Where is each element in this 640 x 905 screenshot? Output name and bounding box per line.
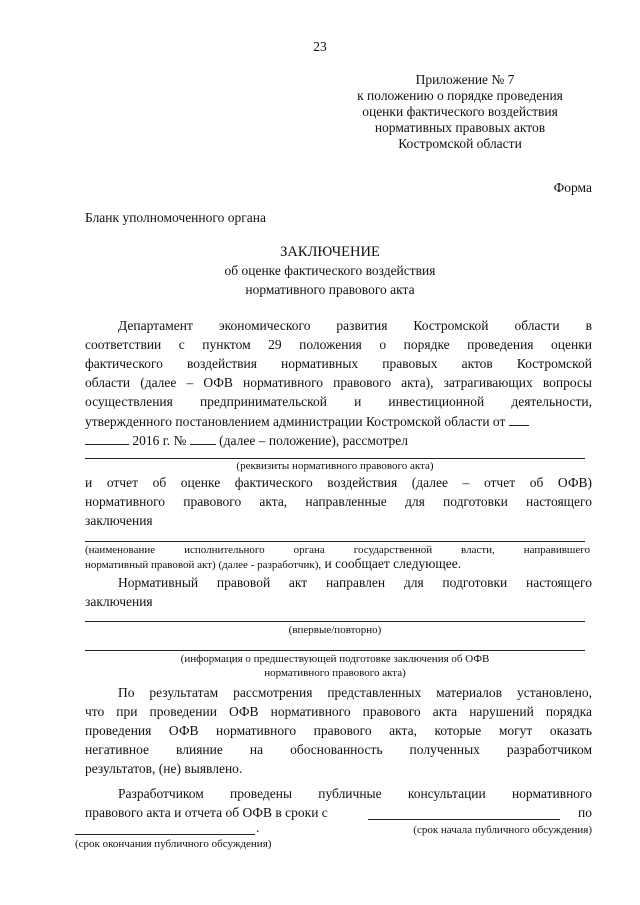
letterhead-label: Бланк уполномоченного органа bbox=[85, 210, 266, 225]
para1-year-text: 2016 г. № bbox=[132, 433, 187, 448]
para1-line-5: осуществления предпринимательской и инвестиционной деятельности, bbox=[85, 394, 592, 409]
developer-caption-small: нормативный правовой акт) (далее - разработчик), bbox=[85, 559, 322, 571]
developer-caption-tail: и сообщает следующее. bbox=[324, 556, 462, 571]
previous-info-field-line[interactable] bbox=[85, 650, 585, 651]
para4-line-4: негативное влияние на обоснованность полученных разработчиком bbox=[85, 742, 592, 757]
para1-line-7 bbox=[85, 432, 408, 449]
para1-line-7-tail: (далее – положение), рассмотрел bbox=[219, 433, 409, 448]
appendix-block bbox=[330, 72, 590, 152]
developer-field-line[interactable] bbox=[85, 541, 585, 542]
appendix-title: Приложение № 7 bbox=[415, 72, 515, 87]
appendix-line-2: оценки фактического воздействия bbox=[362, 104, 558, 119]
para1-line-2: соответствии с пунктом 29 положения о порядке проведения оценки bbox=[85, 337, 592, 352]
para5-line-1: Разработчиком проведены публичные консультации нормативного bbox=[118, 786, 592, 801]
previous-info-caption-line-1: (информация о предшествующей подготовке заключения об ОФВ bbox=[180, 653, 490, 665]
appendix-line-4: Костромской области bbox=[398, 136, 522, 151]
para5-line-2: правового акта и отчета об ОФВ в сроки с bbox=[85, 805, 328, 820]
date-blank-field[interactable] bbox=[509, 413, 529, 426]
para2-line-2: нормативного правового акта, направленные для подготовки настоящего bbox=[85, 494, 592, 509]
para4-line-3: проведения ОФВ нормативного правового акта, которые могут оказать bbox=[85, 723, 592, 738]
para4-line-2: что при проведении ОФВ нормативного правового акта нарушений порядка bbox=[85, 704, 592, 719]
end-date-caption: (срок окончания публичного обсуждения) bbox=[75, 838, 272, 850]
document-subtitle-1: об оценке фактического воздействия bbox=[224, 263, 436, 278]
first-repeat-caption: (впервые/повторно) bbox=[288, 624, 382, 636]
para1-line-6 bbox=[85, 413, 529, 430]
appendix-line-3: нормативных правовых актов bbox=[374, 120, 546, 135]
start-date-field-line[interactable] bbox=[368, 819, 560, 820]
para1-line-3: фактического воздействия нормативных правовых актов Костромской bbox=[85, 356, 592, 371]
developer-caption-line-1: (наименование исполнительного органа государственной власти, направившего bbox=[85, 544, 590, 556]
para4-line-1: По результатам рассмотрения представленных материалов установлено, bbox=[118, 685, 592, 700]
para2-line-1: и отчет об оценке фактического воздействия (далее – отчет об ОФВ) bbox=[85, 475, 592, 490]
end-date-period: . bbox=[256, 820, 260, 835]
document-subtitle-2: нормативного правового акта bbox=[245, 282, 415, 297]
appendix-line-1: к положению о порядке проведения bbox=[357, 88, 563, 103]
para3-line-1: Нормативный правовой акт направлен для подготовки настоящего bbox=[118, 575, 592, 590]
para1-line-4: области (далее – ОФВ нормативного правового акта), затрагивающих вопросы bbox=[85, 375, 592, 390]
previous-info-caption-line-2: нормативного правового акта) bbox=[264, 667, 406, 679]
first-repeat-field-line[interactable] bbox=[85, 621, 585, 622]
para1-line-1: Департамент экономического развития Костромской области в bbox=[118, 318, 592, 333]
start-date-caption: (срок начала публичного обсуждения) bbox=[413, 824, 592, 836]
para2-line-3: заключения bbox=[85, 513, 153, 528]
form-label: Форма bbox=[553, 180, 592, 195]
month-blank-field[interactable] bbox=[85, 432, 129, 445]
requisites-caption: (реквизиты нормативного правового акта) bbox=[236, 460, 434, 472]
para5-line-2-end: по bbox=[578, 805, 592, 820]
end-date-field-line[interactable] bbox=[75, 834, 255, 835]
page-number: 23 bbox=[313, 39, 327, 54]
document-title: ЗАКЛЮЧЕНИЕ bbox=[280, 244, 380, 260]
para3-line-2: заключения bbox=[85, 594, 153, 609]
number-blank-field[interactable] bbox=[190, 432, 216, 445]
requisites-field-line[interactable] bbox=[85, 458, 585, 459]
para4-line-5: результатов, (не) выявлено. bbox=[85, 761, 243, 776]
para1-line-6-text: утвержденного постановлением администрации Костромской области от bbox=[85, 414, 506, 429]
developer-caption-line-2 bbox=[85, 556, 461, 573]
